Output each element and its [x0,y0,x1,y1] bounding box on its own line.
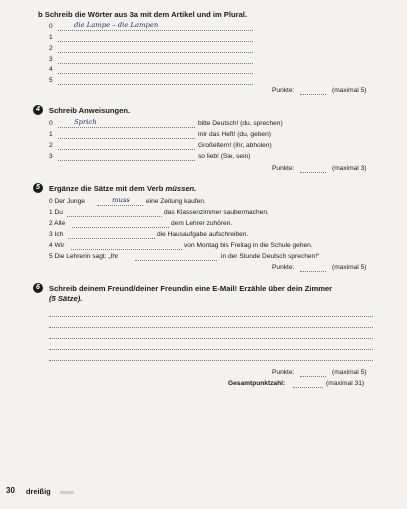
points-max: (maximal 3) [332,165,367,172]
total-max: (maximal 31) [326,380,365,387]
writing-line[interactable] [49,316,373,317]
sentence-end: eine Zeitung kaufen. [146,198,206,205]
answer-line[interactable] [58,63,253,64]
section-6-subtitle: (5 Sätze). [49,294,83,303]
points-label: Punkte: [272,369,295,376]
section-5-badge: 5 [33,183,43,193]
title-text: Ergänze die Sätze mit dem Verb [49,184,166,193]
answer-line[interactable] [71,249,182,250]
sentence-start: 5 Die Lehrerin sagt: „Ihr [49,253,119,260]
row-number: 0 [49,120,53,127]
section-6-badge: 6 [33,283,43,293]
row-number: 2 [49,45,53,52]
sentence-start: 3 Ich [49,231,64,238]
row-number: 3 [49,56,53,63]
writing-line[interactable] [49,327,373,328]
answer-line[interactable] [58,41,253,42]
sentence-start: 2 Alle [49,220,66,227]
answer-line[interactable] [58,73,253,74]
sentence-start: 1 Du [49,209,63,216]
sentence-end: das Klassenzimmer saubermachen. [164,209,269,216]
sentence-end: in der Stunde Deutsch sprechen!“ [221,253,320,260]
writing-line[interactable] [49,360,373,361]
sentence-end: die Hausaufgabe aufschreiben. [157,231,249,238]
answer-line[interactable] [58,149,195,150]
row-number: 1 [49,34,53,41]
section-4-badge: 4 [33,105,43,115]
page-number: 30 [6,486,15,495]
page-number-word: dreißig [26,487,51,496]
points-field[interactable] [300,271,326,272]
points-field[interactable] [300,172,326,173]
answer-line [97,205,143,206]
row-number: 0 [49,23,53,30]
points-label: Punkte: [272,165,295,172]
section-b-title: b Schreib die Wörter aus 3a mit dem Artikel und im Plural. [38,10,248,19]
sentence-start: 0 Der Junge [49,198,85,205]
points-field[interactable] [300,376,326,377]
sentence-start: 4 Wir [49,242,65,249]
points-max: (maximal 5) [332,369,367,376]
points-label: Punkte: [272,87,295,94]
points-max: (maximal 5) [332,264,367,271]
title-verb: müssen. [165,184,197,193]
answer-line[interactable] [67,216,162,217]
answer-line [58,30,253,31]
section-4-title: Schreib Anweisungen. [49,106,131,115]
writing-line[interactable] [49,338,373,339]
sentence-text: Großeltern! (ihr, abholen) [198,142,272,149]
section-6-title: Schreib deinem Freund/deiner Freundin eine E-Mail! Erzähle über dein Zimmer [49,284,333,293]
sentence-end: von Montag bis Freitag in die Schule gehen. [184,242,313,249]
answer-line[interactable] [58,52,253,53]
total-label: Gesamtpunktzahl: [228,380,286,387]
footer-bar [60,491,74,494]
sentence-text: mir das Heft! (du, geben) [198,131,271,138]
answer-line[interactable] [58,160,195,161]
sentence-end: dem Lehrer zuhören. [171,220,233,227]
example-answer: Sprich [74,118,97,126]
points-max: (maximal 5) [332,87,367,94]
answer-line[interactable] [58,138,195,139]
row-number: 2 [49,142,53,149]
total-field[interactable] [293,387,323,388]
example-answer: muss [112,196,130,204]
sentence-text: so lieb! (Sie, sein) [198,153,251,160]
answer-line[interactable] [72,227,169,228]
row-number: 4 [49,66,53,73]
writing-line[interactable] [49,349,373,350]
answer-line[interactable] [68,238,155,239]
sentence-text: bitte Deutsch! (du, sprechen) [198,120,283,127]
answer-line[interactable] [58,84,253,85]
answer-line [58,127,195,128]
points-field[interactable] [300,94,326,95]
points-label: Punkte: [272,264,295,271]
example-answer: die Lampe – die Lampen [74,21,159,29]
answer-line[interactable] [135,260,217,261]
row-number: 1 [49,131,53,138]
section-5-title [49,184,196,193]
row-number: 5 [49,77,53,84]
row-number: 3 [49,153,53,160]
